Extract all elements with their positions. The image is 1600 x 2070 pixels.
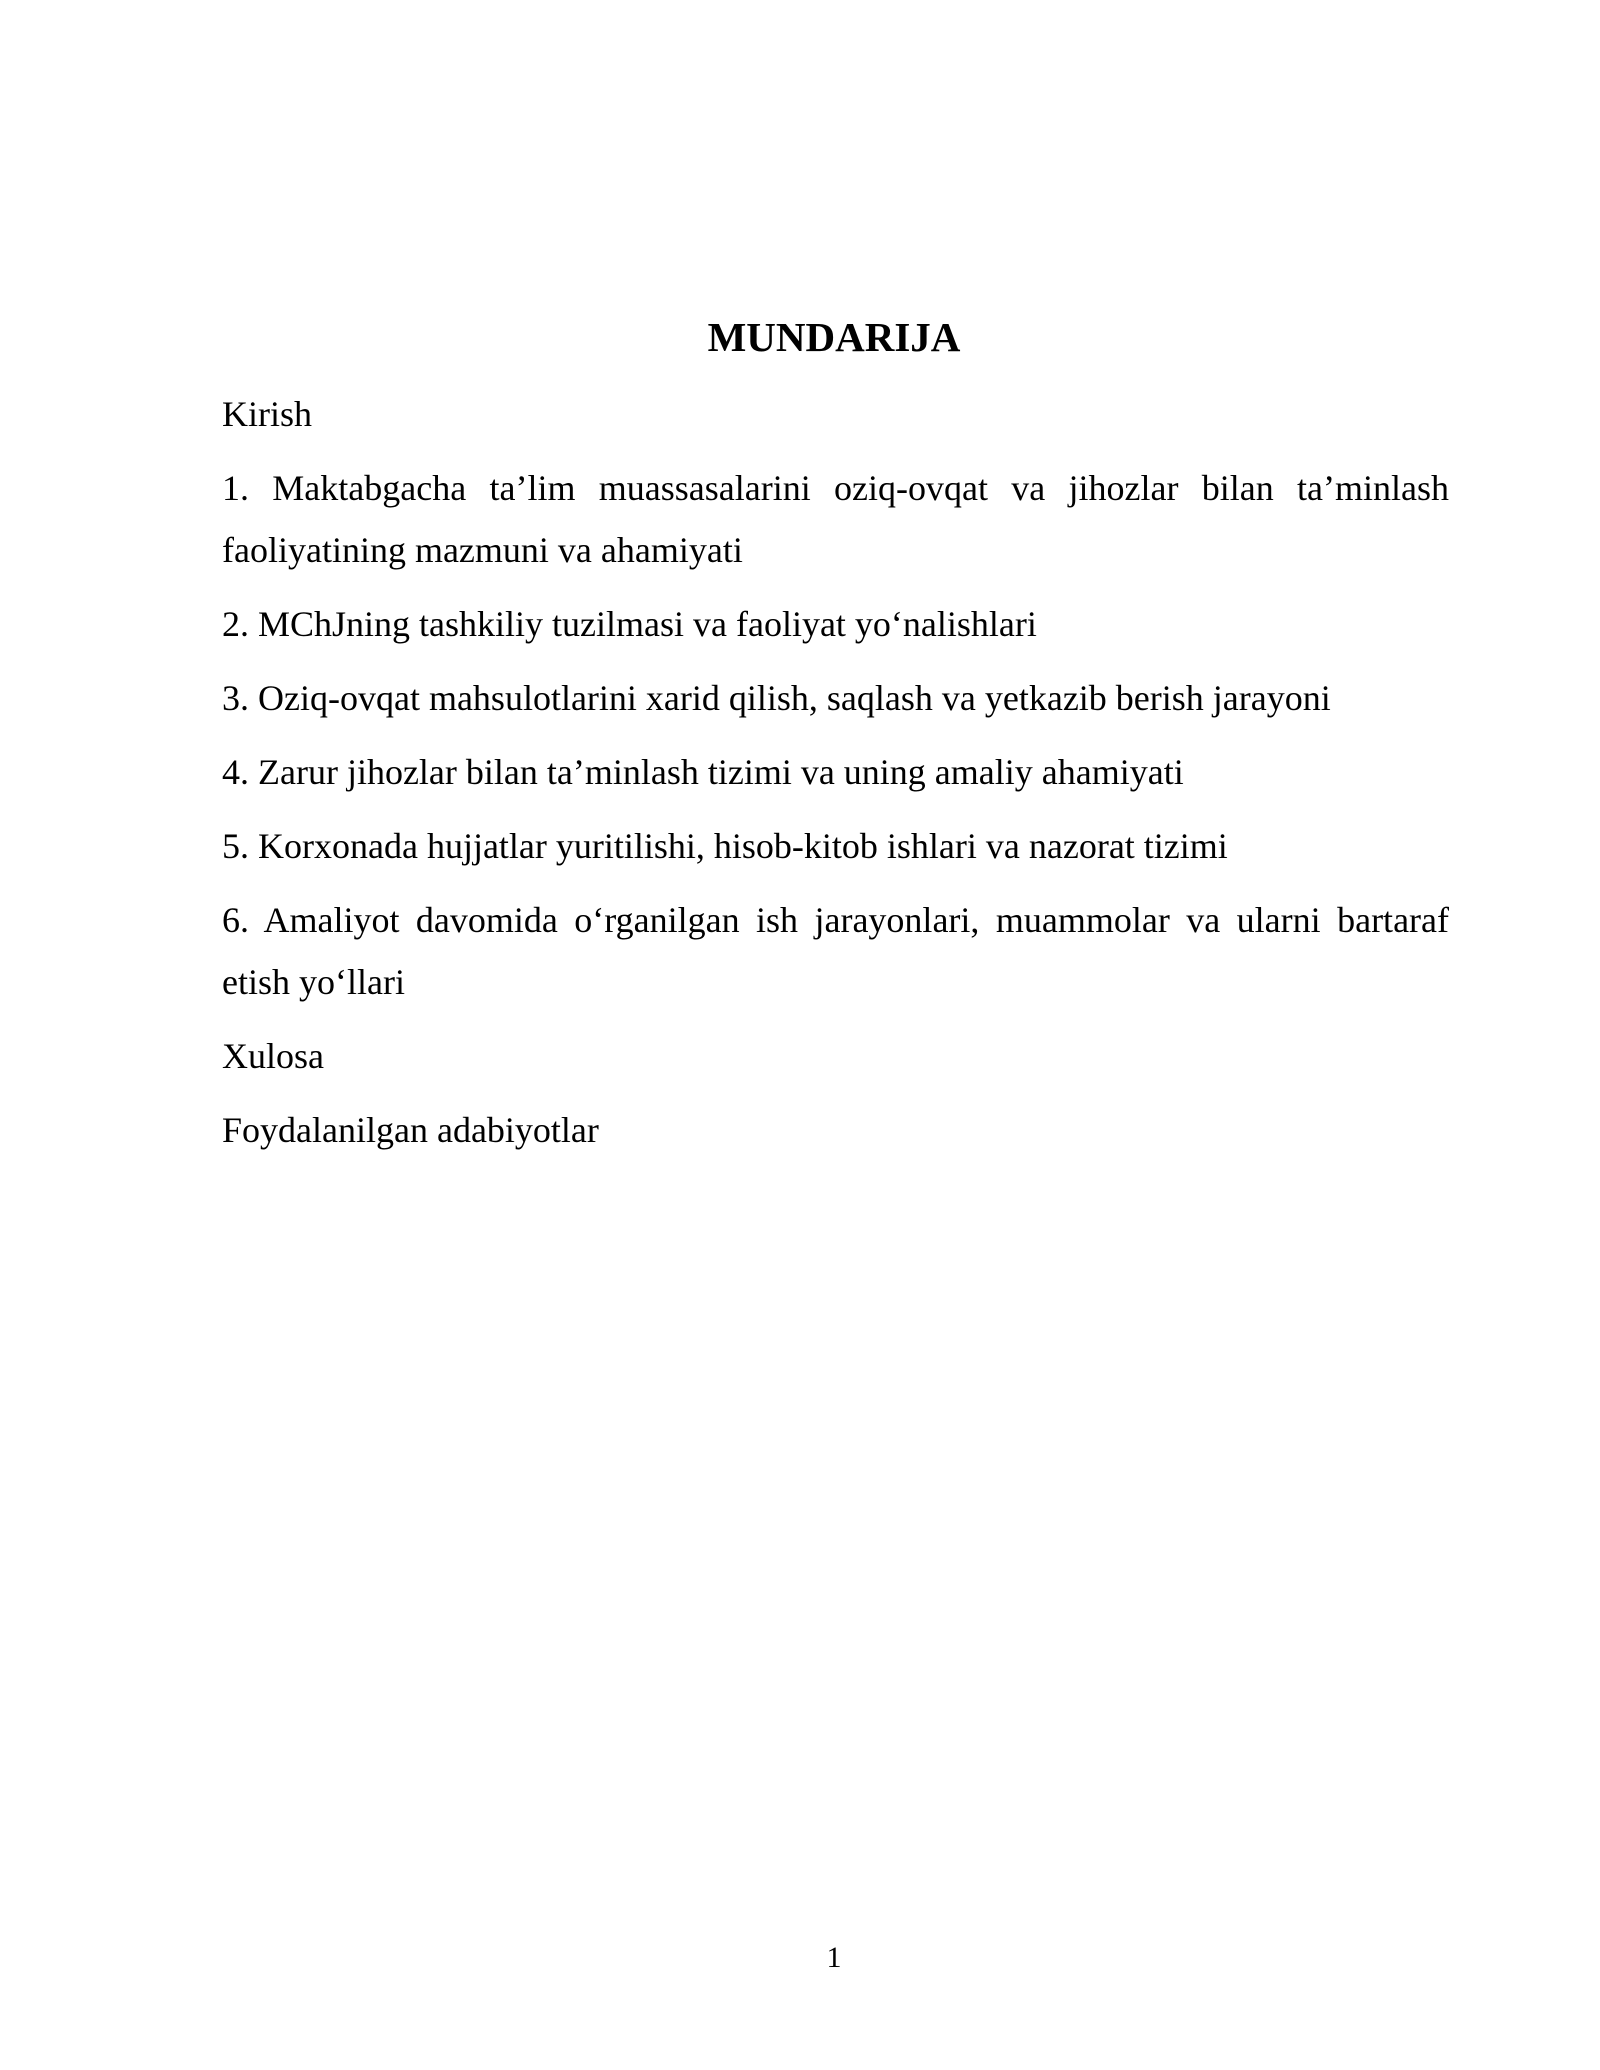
- toc-entry-section-6: 6. Amaliyot davomida o‘rganilgan ish jarayonlari, muammolar va ularni bartaraf etish yo‘llari: [222, 900, 1449, 1002]
- toc-entry-section-2: 2. MChJning tashkiliy tuzilmasi va faoliyat yo‘nalishlari: [222, 604, 1037, 644]
- toc-entry-references: Foydalanilgan adabiyotlar: [222, 1110, 599, 1150]
- page-number: 1: [826, 1941, 842, 1974]
- toc-entry-section-3: 3. Oziq-ovqat mahsulotlarini xarid qilish, saqlash va yetkazib berish jarayoni: [222, 678, 1331, 718]
- toc-entry-conclusion: Xulosa: [222, 1036, 324, 1076]
- toc-entry-section-5: 5. Korxonada hujjatlar yuritilishi, hisob-kitob ishlari va nazorat tizimi: [222, 826, 1228, 866]
- toc-entry-section-4: 4. Zarur jihozlar bilan ta’minlash tizimi va uning amaliy ahamiyati: [222, 752, 1184, 792]
- page-title: MUNDARIJA: [707, 314, 961, 360]
- table-of-contents: [222, 383, 1449, 1173]
- toc-entry-section-1: 1. Maktabgacha ta’lim muassasalarini oziq-ovqat va jihozlar bilan ta’minlash faoliyatining mazmuni va ahamiyati: [222, 468, 1449, 570]
- toc-entry-introduction: Kirish: [222, 394, 312, 434]
